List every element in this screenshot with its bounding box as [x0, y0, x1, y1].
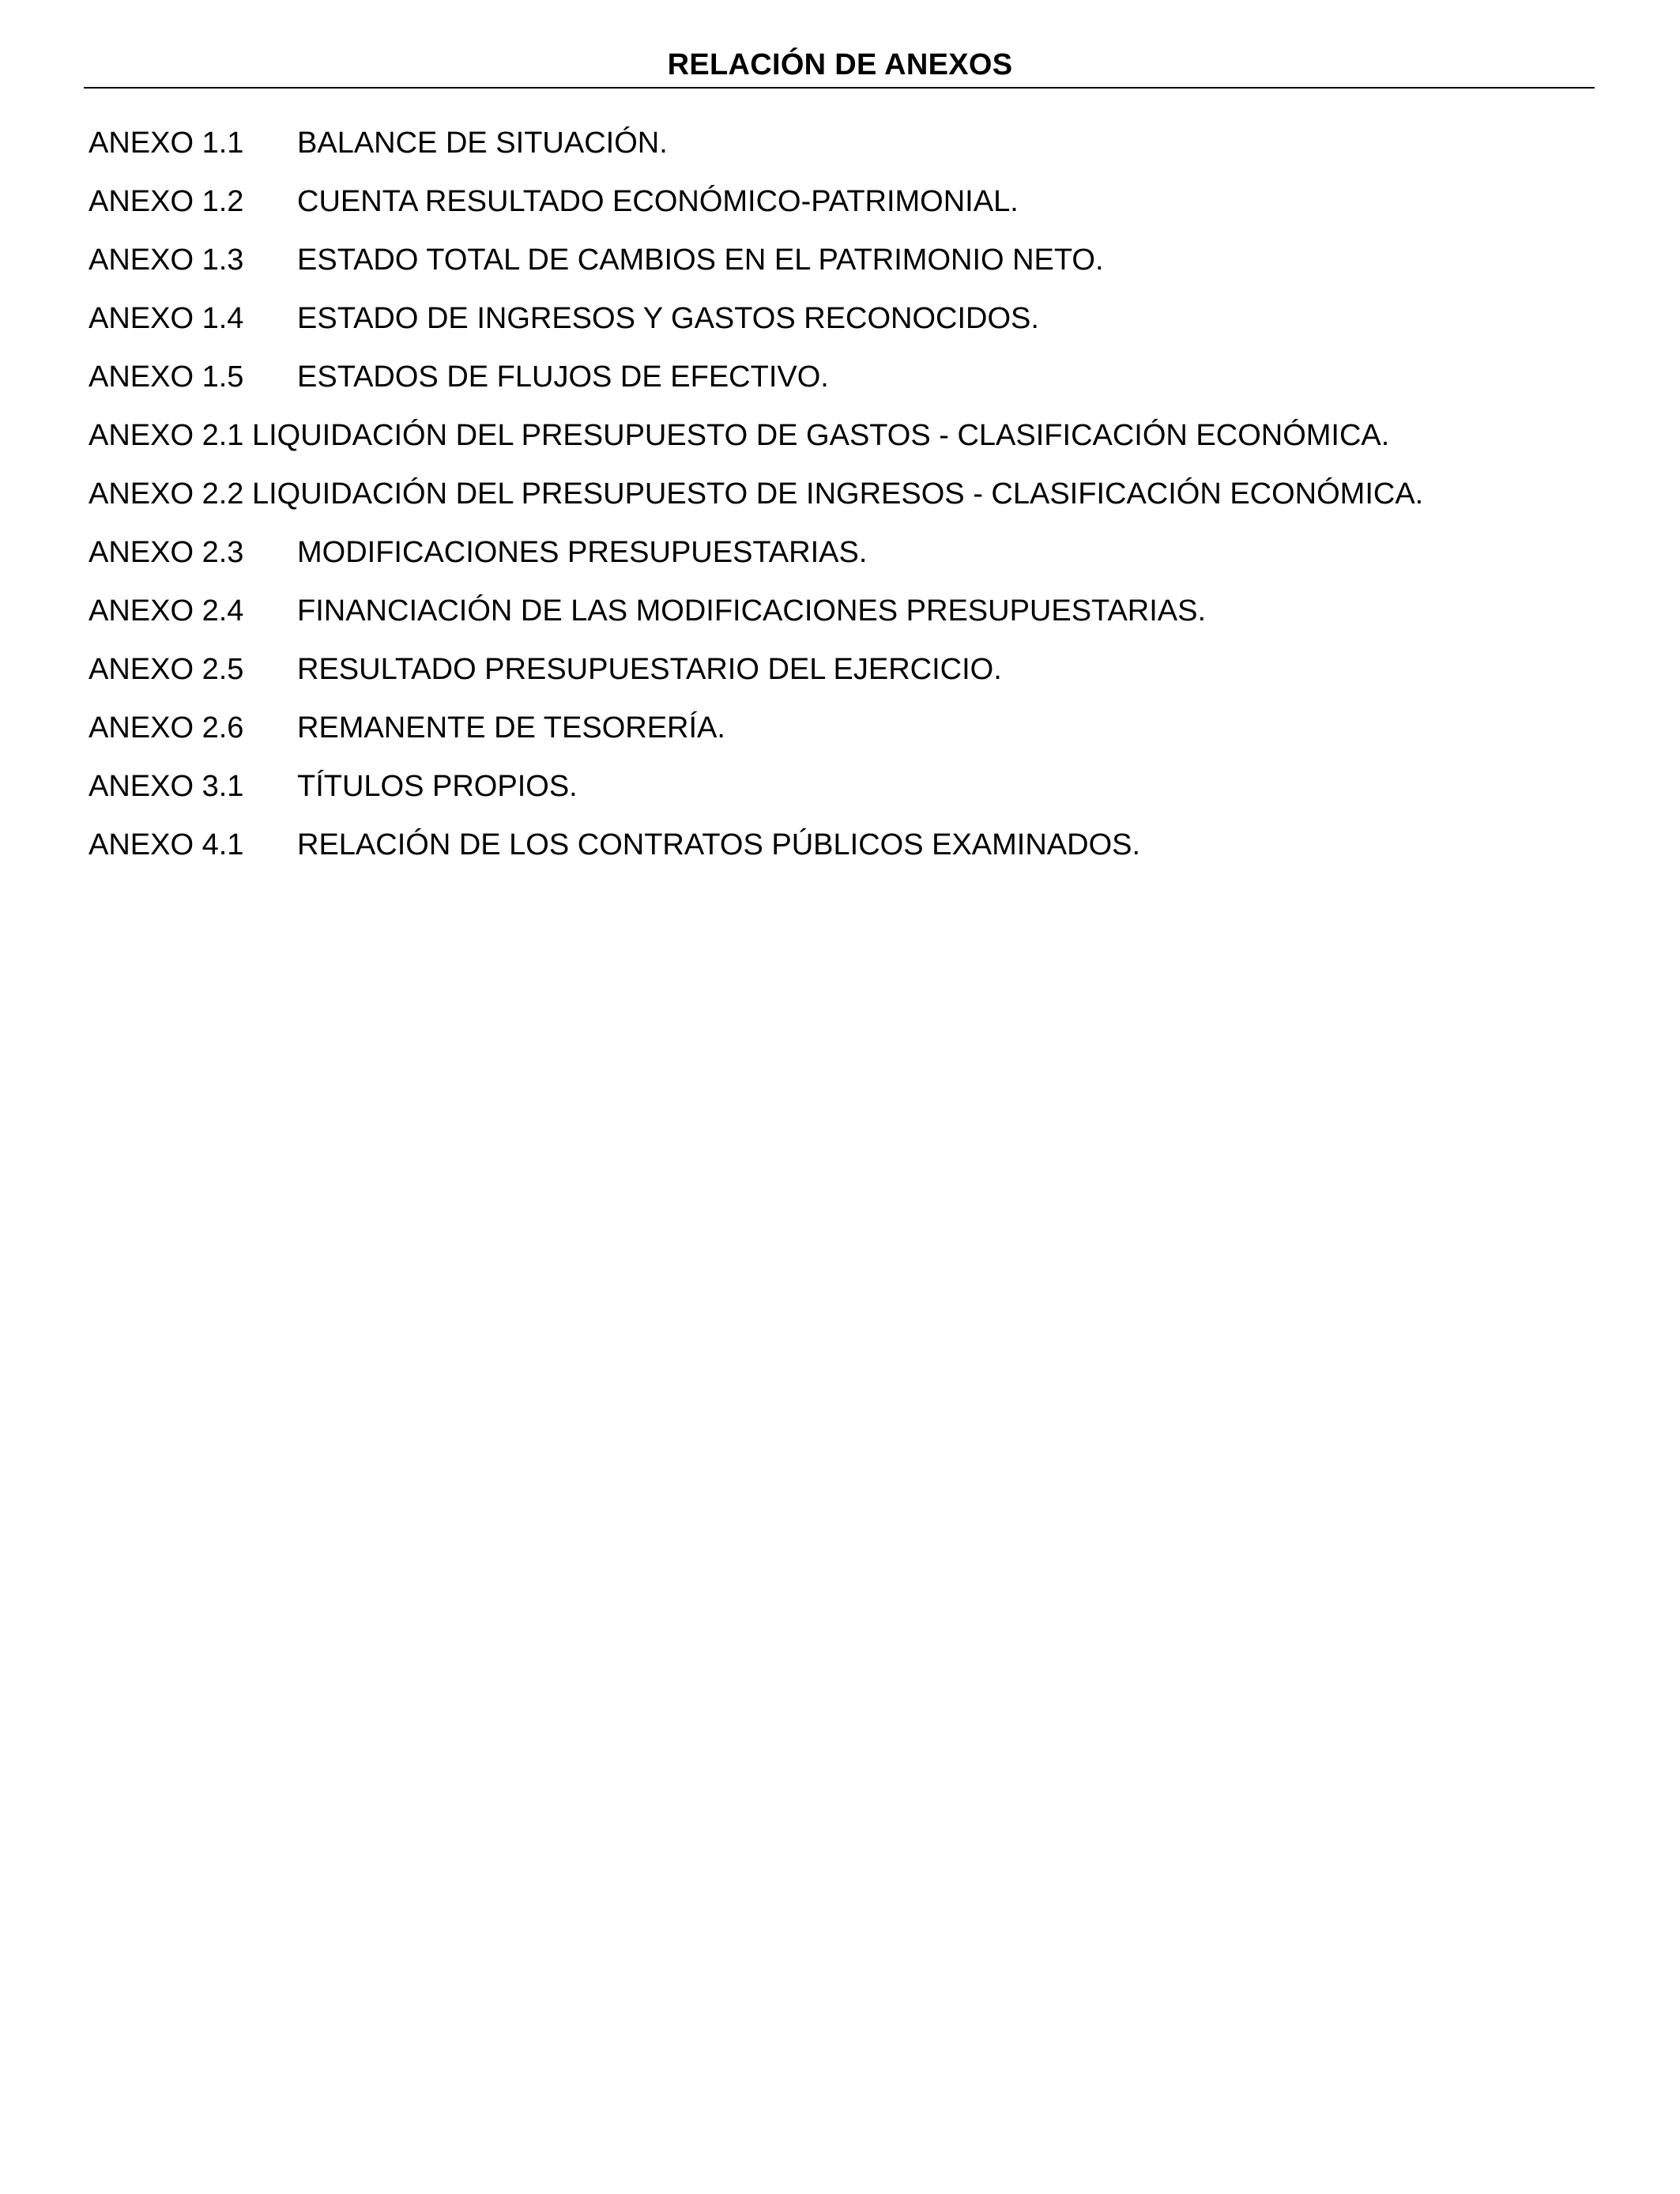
annex-code: ANEXO 2.5 [89, 653, 244, 686]
annex-code: ANEXO 3.1 [89, 770, 244, 803]
annex-title: ESTADOS DE FLUJOS DE EFECTIVO. [297, 360, 829, 394]
annex-code: ANEXO 2.1 [89, 419, 244, 452]
annex-title: REMANENTE DE TESORERÍA. [297, 711, 725, 745]
annex-title: CUENTA RESULTADO ECONÓMICO-PATRIMONIAL. [297, 185, 1019, 218]
annex-entry-4-1 [89, 825, 1543, 865]
annex-code: ANEXO 2.4 [89, 594, 244, 628]
annex-entry-2-1 [89, 416, 1543, 455]
annex-code: ANEXO 1.3 [89, 243, 244, 277]
page-title: RELACIÓN DE ANEXOS [667, 48, 1013, 81]
annex-entry-1-5 [89, 357, 1543, 397]
annex-entry-2-6 [89, 708, 1543, 748]
annex-code: ANEXO 2.3 [89, 536, 244, 569]
annex-entry-1-4 [89, 299, 1543, 338]
annex-code: ANEXO 1.5 [89, 360, 244, 394]
annex-title: ESTADO TOTAL DE CAMBIOS EN EL PATRIMONIO NETO. [297, 243, 1104, 277]
annex-code: ANEXO 2.2 [89, 477, 244, 511]
title-divider [84, 87, 1595, 89]
annex-code: ANEXO 1.2 [89, 185, 244, 218]
annex-title: LIQUIDACIÓN DEL PRESUPUESTO DE GASTOS - CLASIFICACIÓN ECONÓMICA. [251, 419, 1390, 452]
annex-entry-2-2 [89, 474, 1543, 514]
annex-title: ESTADO DE INGRESOS Y GASTOS RECONOCIDOS. [297, 302, 1039, 335]
annex-code: ANEXO 1.4 [89, 302, 244, 335]
annex-entry-1-1 [89, 123, 1543, 163]
annex-title: RESULTADO PRESUPUESTARIO DEL EJERCICIO. [297, 653, 1002, 686]
annex-title: BALANCE DE SITUACIÓN. [297, 126, 668, 160]
annex-entry-2-5 [89, 650, 1543, 689]
annex-entry-1-2 [89, 182, 1543, 221]
annex-title: LIQUIDACIÓN DEL PRESUPUESTO DE INGRESOS - CLASIFICACIÓN ECONÓMICA. [251, 477, 1424, 511]
annex-code: ANEXO 1.1 [89, 126, 244, 160]
annex-entry-1-3 [89, 240, 1543, 280]
annex-title: RELACIÓN DE LOS CONTRATOS PÚBLICOS EXAMINADOS. [297, 828, 1141, 861]
annex-entry-2-4 [89, 591, 1543, 631]
annex-entry-2-3 [89, 533, 1543, 572]
annex-list [89, 123, 1543, 884]
annex-entry-3-1 [89, 767, 1543, 806]
annex-code: ANEXO 4.1 [89, 828, 244, 861]
annex-title: MODIFICACIONES PRESUPUESTARIAS. [297, 536, 868, 569]
annex-title: TÍTULOS PROPIOS. [297, 770, 578, 803]
annex-code: ANEXO 2.6 [89, 711, 244, 745]
annex-title: FINANCIACIÓN DE LAS MODIFICACIONES PRESUPUESTARIAS. [297, 594, 1207, 628]
